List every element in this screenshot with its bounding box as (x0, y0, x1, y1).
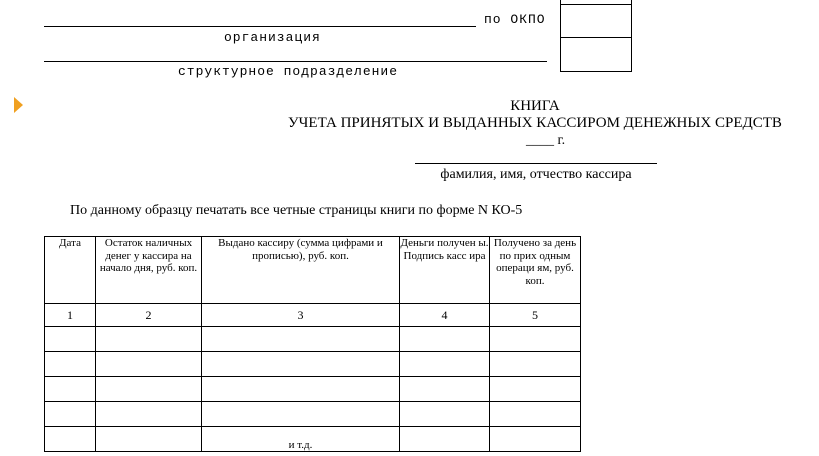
table-cell (400, 377, 490, 402)
cashier-name-caption: фамилия, имя, отчество кассира (440, 167, 632, 182)
table-row (45, 427, 581, 452)
table-cell (45, 352, 96, 377)
column-number: 1 (45, 304, 96, 327)
column-number: 3 (202, 304, 400, 327)
print-instruction: По данному образцу печатать все четные страницы книги по форме N КО-5 (70, 203, 523, 218)
title-book: КНИГА (510, 98, 560, 114)
table-cell (202, 327, 400, 352)
table-cell (400, 327, 490, 352)
table-row (45, 377, 581, 402)
cashier-name-line (415, 163, 657, 164)
table-cell (45, 377, 96, 402)
table-cell (490, 352, 581, 377)
header-received-per-day: Получено за день по прих одным операци ям, руб. коп. (490, 237, 581, 304)
table-cell (96, 377, 202, 402)
organization-line (44, 26, 476, 27)
table-cell (45, 402, 96, 427)
organization-caption: организация (224, 30, 321, 45)
etc-cell: и т.д. (202, 427, 400, 452)
page-marker-icon (14, 97, 23, 113)
cash-book-table (44, 236, 581, 452)
table-cell (45, 327, 96, 352)
table-number-row (45, 304, 581, 327)
table-row (45, 402, 581, 427)
table-cell (202, 402, 400, 427)
table-cell (490, 427, 581, 452)
table-row (45, 327, 581, 352)
subdivision-code-box (560, 37, 632, 72)
table-cell (400, 352, 490, 377)
table-cell (490, 327, 581, 352)
table-cell (96, 327, 202, 352)
column-number: 4 (400, 304, 490, 327)
okpo-label: по ОКПО (484, 12, 546, 27)
table-cell (45, 427, 96, 452)
table-row (45, 352, 581, 377)
year-field: ____ г. (526, 133, 566, 148)
table-cell (400, 402, 490, 427)
header-date: Дата (45, 237, 96, 304)
table-cell (400, 427, 490, 452)
header-opening-balance: Остаток наличных денег у кассира на начало дня, руб. коп. (96, 237, 202, 304)
subdivision-line (44, 61, 547, 62)
table-cell (202, 352, 400, 377)
table-header-row (45, 237, 581, 304)
header-issued-to-cashier: Выдано кассиру (сумма цифрами и прописью), руб. коп. (202, 237, 400, 304)
header-cashier-signature: Деньги получен ы. Подпись касс ира (400, 237, 490, 304)
title-description: УЧЕТА ПРИНЯТЫХ И ВЫДАННЫХ КАССИРОМ ДЕНЕЖНЫХ СРЕДСТВ (288, 115, 782, 131)
table-cell (96, 402, 202, 427)
table-cell (490, 402, 581, 427)
column-number: 2 (96, 304, 202, 327)
table-cell (96, 427, 202, 452)
okpo-code-box (560, 4, 632, 38)
column-number: 5 (490, 304, 581, 327)
table-cell (202, 377, 400, 402)
subdivision-caption: структурное подразделение (178, 64, 399, 79)
table-cell (490, 377, 581, 402)
table-cell (96, 352, 202, 377)
